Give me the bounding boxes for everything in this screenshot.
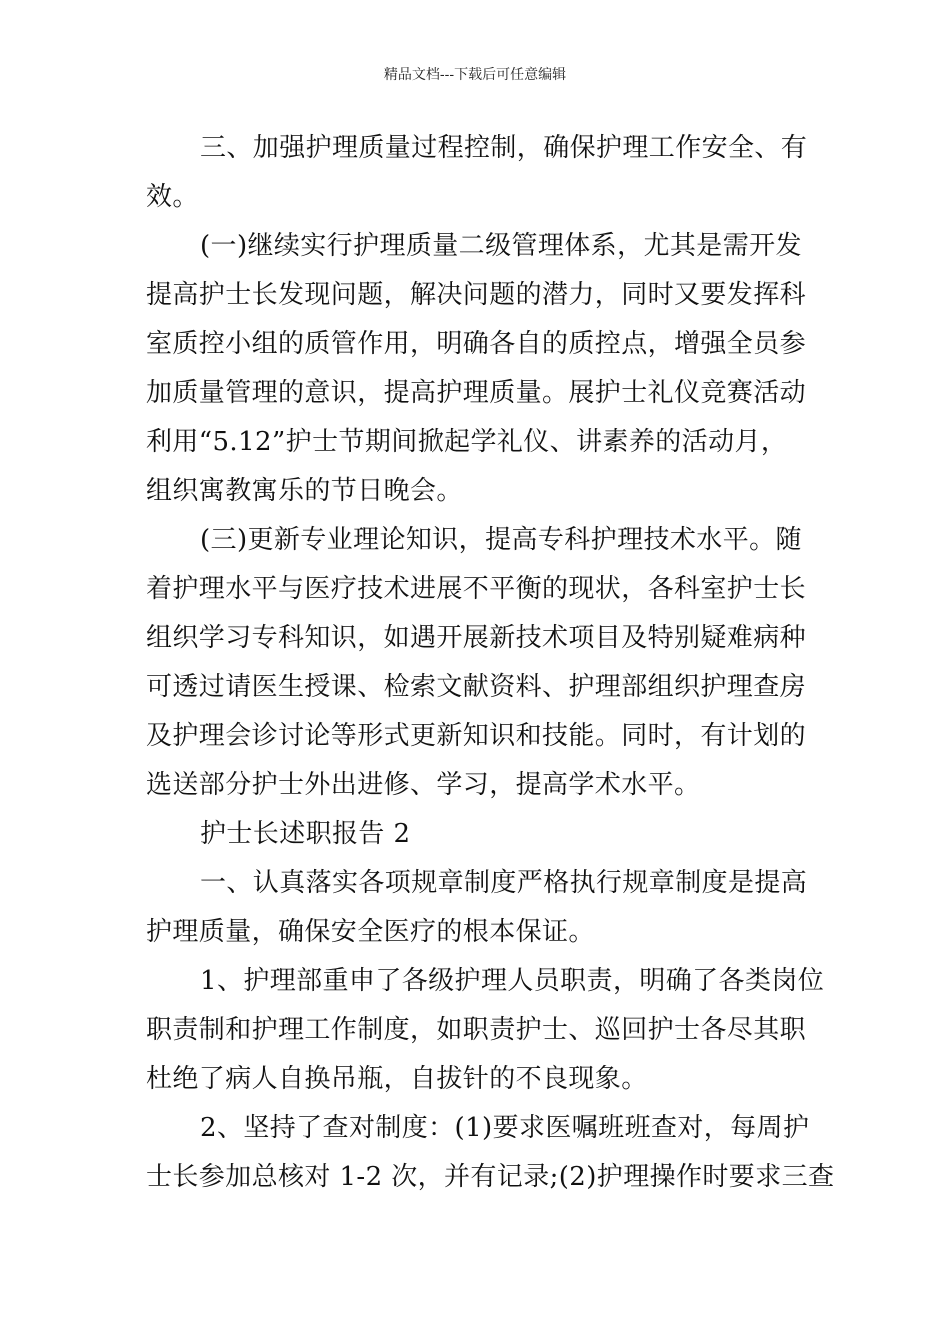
text-line: 提高护士长发现问题，解决问题的潜力，同时又要发挥科 bbox=[146, 280, 807, 310]
text-line: 士长参加总核对 1-2 次，并有记录;(2)护理操作时要求三查 bbox=[146, 1162, 835, 1192]
text-line: 利用“5.12”护士节期间掀起学礼仪、讲素养的活动月， bbox=[146, 427, 788, 457]
paragraph-4 bbox=[146, 859, 814, 957]
text-line: 着护理水平与医疗技术进展不平衡的现状，各科室护士长 bbox=[146, 574, 807, 604]
text-line: 护士长述职报告 2 bbox=[200, 819, 411, 849]
text-line: 室质控小组的质管作用，明确各自的质控点，增强全员参 bbox=[146, 329, 807, 359]
text-line: 可透过请医生授课、检索文献资料、护理部组织护理查房 bbox=[146, 672, 807, 702]
text-line: 选送部分护士外出进修、学习，提高学术水平。 bbox=[146, 770, 701, 800]
text-line: (一)继续实行护理质量二级管理体系，尤其是需开发 bbox=[200, 231, 802, 261]
text-line: 职责制和护理工作制度，如职责护士、巡回护士各尽其职 bbox=[146, 1015, 807, 1045]
text-line: 三、加强护理质量过程控制，确保护理工作安全、有 bbox=[200, 133, 808, 163]
text-line: 护理质量，确保安全医疗的根本保证。 bbox=[146, 917, 595, 947]
text-line: 及护理会诊讨论等形式更新知识和技能。同时，有计划的 bbox=[146, 721, 807, 751]
page-header: 精品文档---下载后可任意编辑 bbox=[383, 67, 567, 83]
text-line: 2、坚持了查对制度：(1)要求医嘱班班查对，每周护 bbox=[200, 1113, 810, 1143]
paragraph-5 bbox=[146, 957, 825, 1104]
paragraph-3 bbox=[146, 516, 814, 810]
text-line: 杜绝了病人自换吊瓶，自拔针的不良现象。 bbox=[146, 1064, 648, 1094]
paragraph-1 bbox=[146, 124, 814, 222]
text-line: 组织学习专科知识，如遇开展新技术项目及特别疑难病种 bbox=[146, 623, 807, 653]
text-line: (三)更新专业理论知识，提高专科护理技术水平。随 bbox=[200, 525, 802, 555]
text-line: 效。 bbox=[146, 182, 199, 212]
document-body bbox=[146, 124, 835, 1202]
text-line: 组织寓教寓乐的节日晚会。 bbox=[146, 476, 463, 506]
text-line: 一、认真落实各项规章制度严格执行规章制度是提高 bbox=[200, 868, 808, 898]
paragraph-6 bbox=[146, 1104, 835, 1202]
text-line: 1、护理部重申了各级护理人员职责，明确了各类岗位 bbox=[200, 966, 825, 996]
paragraph-2 bbox=[146, 222, 814, 516]
section-heading bbox=[146, 810, 814, 859]
text-line: 加质量管理的意识，提高护理质量。展护士礼仪竞赛活动 bbox=[146, 378, 807, 408]
